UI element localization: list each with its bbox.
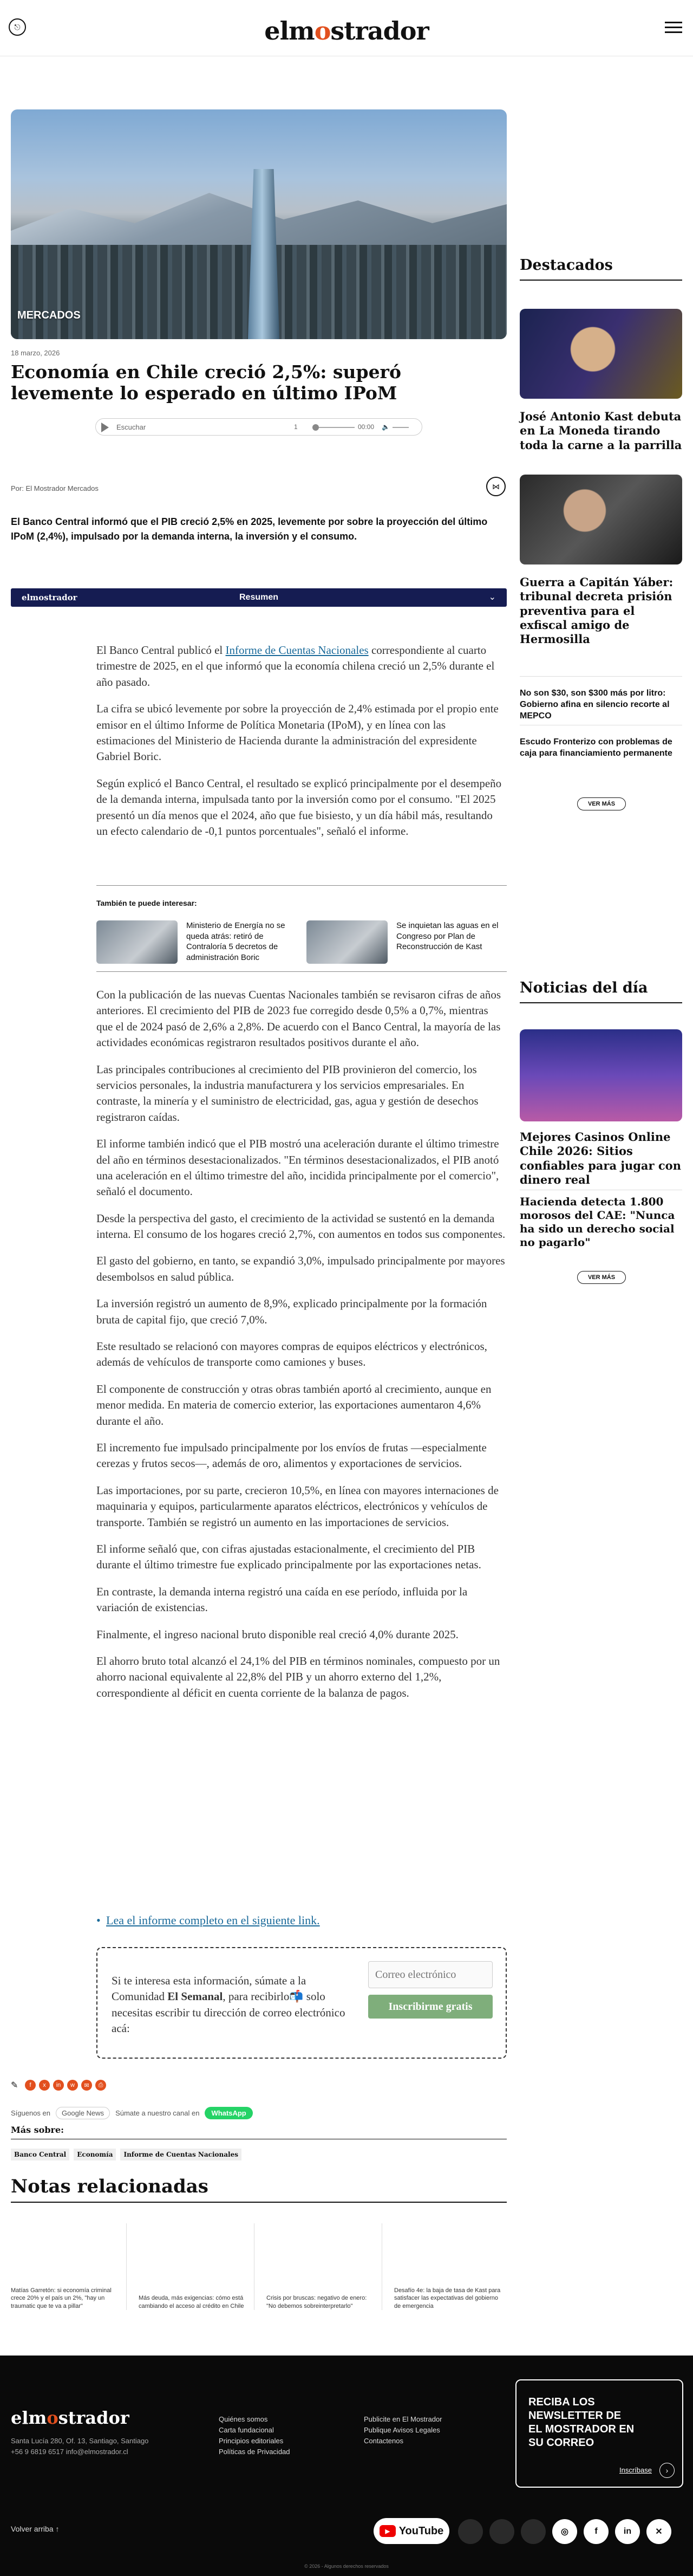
newsletter-text xyxy=(112,1973,361,2037)
text: El Banco Central publicó el xyxy=(96,644,226,657)
progress-handle[interactable] xyxy=(312,424,319,431)
sidebar-title-destacados: Destacados xyxy=(520,257,613,274)
footer-link[interactable]: Carta fundacional xyxy=(219,2426,274,2435)
footer-newsletter-title: RECIBA LOS NEWSLETTER DE EL MOSTRADOR EN SU CORREO xyxy=(528,2396,635,2449)
footer-link[interactable]: Políticas de Privacidad xyxy=(219,2448,290,2456)
follow-row xyxy=(11,2105,253,2120)
follow-label: Síguenos en xyxy=(11,2108,51,2117)
featured-image[interactable] xyxy=(520,309,682,399)
logo-part: strador xyxy=(58,2408,129,2428)
footer-links xyxy=(219,2414,290,2458)
youtube-label: YouTube xyxy=(398,2525,444,2537)
related-note[interactable] xyxy=(394,2223,510,2310)
pen-icon[interactable]: ✎ xyxy=(11,2081,18,2090)
paragraph: El ahorro bruto total alcanzó el 24,1% del PIB en términos nominales, compuesto por un ahorro nacional equivalente al 22,8% del PIB y un ahorro externo del 1,2%, correspondiente al déficit en cuenta corriente de la balanza de pagos. xyxy=(96,1654,500,1699)
copyright: © 2026 - Algunos derechos reservados xyxy=(304,2564,389,2569)
paragraph: Finalmente, el ingreso nacional bruto disponible real creció 4,0% durante 2025. xyxy=(96,1627,459,1641)
back-to-top-label: Volver arriba xyxy=(11,2525,54,2533)
report-list-item xyxy=(106,1913,320,1928)
paragraph: La cifra se ubicó levemente por sobre la proyección de 2,4% estimada por el propio ente emisor en el último Informe de Política Monetaria (IPoM), y en línea con las estimaciones del Ministerio de Hacienda durante la administración del expresidente Gabriel Boric. xyxy=(96,702,499,763)
related-inline xyxy=(96,885,507,972)
play-icon: ▶ xyxy=(380,2525,396,2537)
more-about-label: Más sobre: xyxy=(11,2125,64,2135)
menu-icon[interactable] xyxy=(665,18,682,35)
full-report-link[interactable]: Lea el informe completo en el siguiente link. xyxy=(106,1913,320,1927)
paragraph: Las importaciones, por su parte, crecieron 10,5%, en línea con mayores internaciones de maquinaria y equipos, particularmente aparatos eléctricos, electrónicos y vehículos de transporte. También se registró un aumento en las importaciones de servicios. xyxy=(96,1483,499,1529)
instagram-icon[interactable]: ◎ xyxy=(552,2519,577,2544)
paragraph: Las principales contribuciones al crecimiento del PIB provinieron del comercio, los servicios personales, la industria manufacturera y los servicios empresariales. En contraste, la minería y el suministro de electricidad, gas, agua y gestión de desechos registraron caídas. xyxy=(96,1062,479,1124)
chevron-down-icon: ⌄ xyxy=(488,593,496,602)
site-header xyxy=(0,0,693,56)
footer-subscribe-link[interactable]: Inscríbase xyxy=(619,2466,652,2474)
volume-slider[interactable] xyxy=(393,427,409,428)
related-note[interactable] xyxy=(11,2223,127,2310)
related-notes-title: Notas relacionadas xyxy=(11,2176,208,2197)
mail-icon[interactable]: ✉ xyxy=(81,2080,92,2091)
whatsapp-label: Súmate a nuestro canal en xyxy=(115,2108,200,2117)
footer-link[interactable]: Publique Avisos Legales xyxy=(364,2426,440,2435)
volume-icon[interactable]: 🔈 xyxy=(382,423,390,431)
share-row xyxy=(11,2079,106,2091)
summary-toggle[interactable] xyxy=(11,588,507,607)
tag[interactable]: Banco Central xyxy=(11,2149,69,2160)
player-time: 00:00 xyxy=(358,423,375,431)
footer-newsletter xyxy=(515,2379,683,2488)
related-text[interactable]: Se inquietan las aguas en el Congreso por Plan de Reconstrucción de Kast xyxy=(396,921,499,951)
contact: +56 9 6819 6517 info@elmostrador.cl xyxy=(11,2447,128,2456)
social-placeholder-icon[interactable] xyxy=(489,2519,514,2544)
report-link[interactable]: Informe de Cuentas Nacionales xyxy=(225,644,369,657)
player-speed[interactable]: 1 xyxy=(294,423,298,431)
facebook-icon[interactable]: f xyxy=(584,2519,609,2544)
progress-bar[interactable] xyxy=(317,427,355,428)
linkedin-icon[interactable]: in xyxy=(53,2080,64,2091)
text: Si te interesa esta información, súmate a la Comunidad xyxy=(112,1974,306,2003)
divider xyxy=(520,1002,682,1003)
footer-link[interactable]: Principios editoriales xyxy=(219,2437,284,2445)
newsletter-box xyxy=(96,1947,507,2059)
related-thumb[interactable] xyxy=(306,920,388,964)
paragraph: El informe también indicó que el PIB mostró una aceleración durante el último trimestre del año en términos desestacionalizados. "En términos desestacionalizados, el PIB anotó una aceleración en el último trimestre del año, incidida principalmente por el comercio", señaló el documento. xyxy=(96,1137,499,1198)
related-item[interactable] xyxy=(96,916,297,965)
whatsapp-icon[interactable]: w xyxy=(67,2080,78,2091)
sidebar-title-noticias: Noticias del día xyxy=(520,979,648,996)
footer-link[interactable]: Publicite en El Mostrador xyxy=(364,2415,442,2423)
article-body-continued xyxy=(96,987,507,1712)
logo-part: elm xyxy=(11,2408,47,2428)
share-icon[interactable]: ⎋ xyxy=(9,18,26,36)
paragraph: Este resultado se relacionó con mayores compras de equipos eléctricos y electrónicos, además de vehículos de transporte como camiones y buses. xyxy=(96,1340,487,1369)
linkedin-icon[interactable]: in xyxy=(615,2519,640,2544)
featured-headline[interactable]: Guerra a Capitán Yáber: tribunal decreta prisión preventiva para el exfiscal amigo de Hermosilla xyxy=(520,575,674,646)
see-more-button[interactable]: VER MÁS xyxy=(577,797,626,810)
arrow-right-icon[interactable]: › xyxy=(659,2463,675,2478)
subscribe-button[interactable]: Inscribirme gratis xyxy=(368,1995,493,2019)
address: Santa Lucía 280, Of. 13, Santiago, Santiago xyxy=(11,2437,149,2445)
x-icon[interactable]: x xyxy=(39,2080,50,2091)
back-to-top[interactable] xyxy=(11,2525,59,2533)
share-icon[interactable]: ⋈ xyxy=(486,477,506,496)
category-tag[interactable]: MERCADOS xyxy=(17,309,81,321)
tag[interactable]: Economía xyxy=(74,2149,116,2160)
article-title: Economía en Chile creció 2,5%: superó levemente lo esperado en último IPoM xyxy=(11,361,401,404)
logo-part: strador xyxy=(330,16,429,46)
google-news-button[interactable]: Google News xyxy=(56,2107,110,2119)
related-note[interactable] xyxy=(266,2223,382,2310)
related-note[interactable] xyxy=(139,2223,254,2310)
paragraph: En contraste, la demanda interna registró una caída en ese período, influida por la variación de existencias. xyxy=(96,1585,468,1614)
play-icon[interactable] xyxy=(101,423,109,432)
paragraph: Desde la perspectiva del gasto, el crecimiento de la actividad se sustentó en la demanda interna. El consumo de los hogares creció 2,7%, con aumentos en todos sus componentes. xyxy=(96,1211,506,1241)
summary-logo: elmostrador xyxy=(22,593,77,602)
see-more-button[interactable]: VER MÁS xyxy=(577,1271,626,1284)
paragraph: La inversión registró un aumento de 8,9%, explicado principalmente por la formación bruta de capital fijo, que creció 7,0%. xyxy=(96,1297,487,1326)
text: correspondiente al cuarto trimestre de 2025, en el que informó que la economía chilena creció un 2,5% durante el año pasado. xyxy=(96,644,495,689)
featured-small[interactable]: No son $30, son $300 más por litro: Gobierno afina en silencio recorte al MEPCO xyxy=(520,689,670,721)
divider xyxy=(11,2202,507,2203)
article-date: 18 marzo, 2026 xyxy=(11,349,60,357)
related-title: También te puede interesar: xyxy=(96,899,197,907)
byline[interactable]: Por: El Mostrador Mercados xyxy=(11,484,99,492)
footer-link[interactable]: Contactenos xyxy=(364,2437,403,2445)
related-thumb[interactable] xyxy=(96,920,178,964)
summary-label: Resumen xyxy=(239,593,279,602)
article-body xyxy=(96,643,507,850)
x-icon[interactable]: ✕ xyxy=(646,2519,671,2544)
footer-link[interactable]: Quiénes somos xyxy=(219,2415,268,2423)
newsletter-name: El Semanal xyxy=(167,1990,223,2003)
featured-image[interactable] xyxy=(520,475,682,564)
arrow-up-icon: ↑ xyxy=(55,2525,60,2533)
logo-part: elm xyxy=(264,16,315,46)
player-label: Escuchar xyxy=(116,423,146,431)
news-headline[interactable]: Mejores Casinos Online Chile 2026: Sitios confiables para jugar con dinero real xyxy=(520,1130,681,1186)
logo-dot: o xyxy=(314,16,331,46)
site-footer xyxy=(0,2356,693,2576)
text: , para recibirlo📬 solo necesitas escribir tu dirección de correo electrónico acá: xyxy=(112,1990,345,2035)
related-note-text[interactable]: Más deuda, más exigencias: cómo está cambiando el acceso al crédito en Chile xyxy=(139,2295,244,2309)
logo-dot: o xyxy=(47,2408,58,2428)
related-note-text[interactable]: Crisis por bruscas: negativo de enero: "No debemos sobreinterpretarlo" xyxy=(266,2295,367,2309)
paragraph: El componente de construcción y otras obras también aportó al crecimiento, aunque en menor medida. En materia de comercio exterior, las exportaciones aumentaron 4,6% durante el año. xyxy=(96,1382,492,1427)
paragraph: El informe señaló que, con cifras ajustadas estacionalmente, el crecimiento del PIB durante el último trimestre fue explicado principalmente por las exportaciones netas. xyxy=(96,1542,481,1572)
related-text[interactable]: Ministerio de Energía no se queda atrás: retiró de Contraloría 5 decretos de administración Boric xyxy=(186,921,285,962)
facebook-icon[interactable]: f xyxy=(25,2080,36,2091)
news-image[interactable] xyxy=(520,1029,682,1121)
related-note-text[interactable]: Matías Garretón: si economía criminal crece 20% y el país un 2%, "hay un traumatic que te va a pillar" xyxy=(11,2287,112,2309)
social-placeholder-icon[interactable] xyxy=(458,2519,483,2544)
news-headline[interactable]: Hacienda detecta 1.800 morosos del CAE: "Nunca ha sido un derecho social no pagarlo" xyxy=(520,1195,675,1249)
youtube-button[interactable] xyxy=(374,2518,449,2544)
paragraph: El incremento fue impulsado principalmente por los envíos de frutas —especialmente cerezas y frutos secos—, además de oro, alimentos y exportaciones de servicios. xyxy=(96,1441,487,1470)
print-icon[interactable]: ⎙ xyxy=(95,2080,106,2091)
paragraph: Con la publicación de las nuevas Cuentas Nacionales también se revisaron cifras de años anteriores. El crecimiento del PIB de 2023 fue corregido desde 0,5% a 0,7%, mientras que el de 2024 pasó de 2,6% a 2,8%. De acuerdo con el Banco Central, la mayoría de las actividades económicas registraron resultados positivos durante el año. xyxy=(96,988,501,1049)
audio-player[interactable] xyxy=(95,418,422,436)
site-logo[interactable] xyxy=(0,16,693,46)
article-lead: El Banco Central informó que el PIB creció 2,5% en 2025, levemente por sobre la proyección del último IPoM (2,4%), impulsado por la demanda interna, la inversión y el consumo. xyxy=(11,516,488,542)
featured-small[interactable]: Escudo Fronterizo con problemas de caja para financiamiento permanente xyxy=(520,737,672,758)
tag-list xyxy=(11,2149,241,2160)
email-input[interactable] xyxy=(368,1961,493,1988)
hero-image xyxy=(11,109,507,339)
whatsapp-button[interactable]: WhatsApp xyxy=(205,2107,252,2119)
paragraph xyxy=(96,643,507,690)
divider xyxy=(520,280,682,281)
related-note-text[interactable]: Desafío 4e: la baja de tasa de Kast para satisfacer las expectativas del gobierno de emergencia xyxy=(394,2287,501,2309)
footer-logo[interactable] xyxy=(11,2408,129,2428)
featured-headline[interactable]: José Antonio Kast debuta en La Moneda tirando toda la carne a la parrilla xyxy=(520,410,682,452)
paragraph: Según explicó el Banco Central, el resultado se explicó principalmente por el desempeño de la demanda interna, impulsada tanto por la inversión como por el consumo. "El 2025 presentó un día menos que el 2024, año que fue bisiesto, y un día hábil más, resultando un efecto calendario de -0,1 puntos porcentuales", señaló el informe. xyxy=(96,776,502,838)
paragraph: El gasto del gobierno, en tanto, se expandió 3,0%, impulsado principalmente por mayores desembolsos en salud pública. xyxy=(96,1254,505,1283)
divider xyxy=(520,676,682,677)
related-item[interactable] xyxy=(306,916,507,965)
tag[interactable]: Informe de Cuentas Nacionales xyxy=(120,2149,241,2160)
footer-links xyxy=(364,2414,442,2447)
social-placeholder-icon[interactable] xyxy=(521,2519,546,2544)
footer-address xyxy=(11,2436,148,2457)
